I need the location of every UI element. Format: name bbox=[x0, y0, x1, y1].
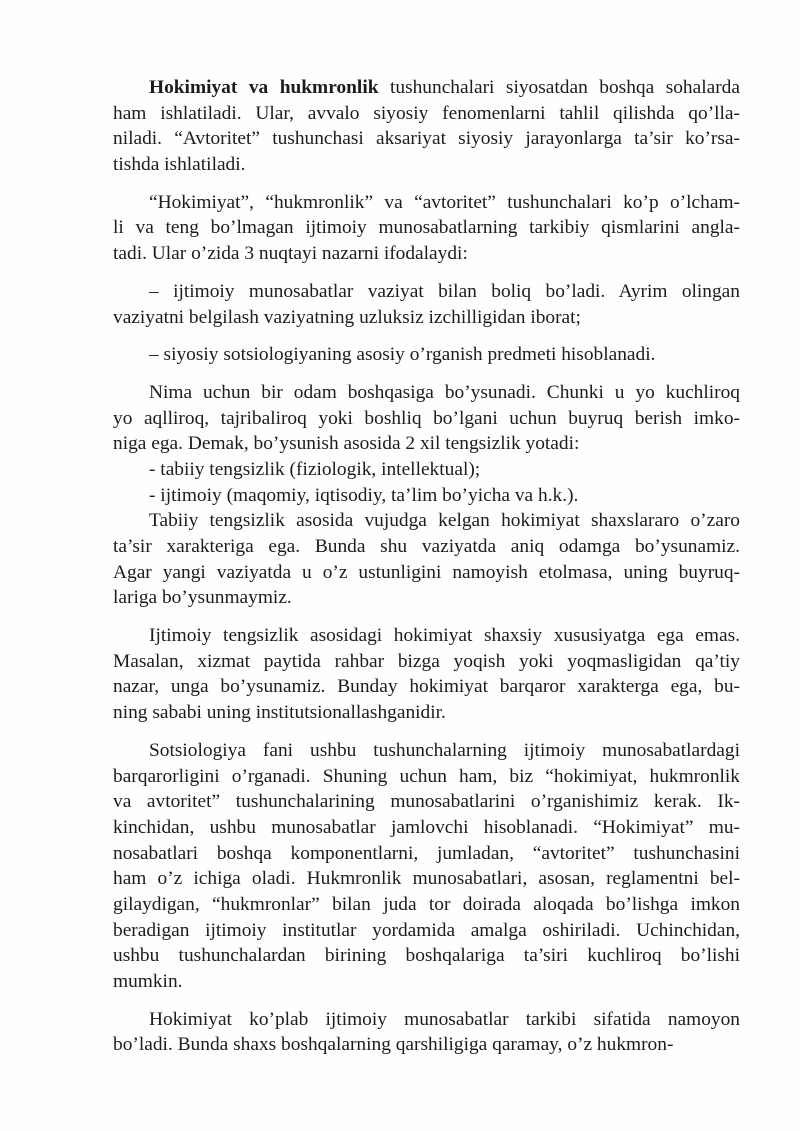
bold-lead-text: Hokimiyat va hukmronlik bbox=[149, 77, 379, 98]
text-line: - tabiiy tengsizlik (fiziologik, intellektual); bbox=[149, 458, 481, 480]
text-line: nazar, unga bo’ysunamiz. Bunday hokimiyat barqaror xarakterga ega, bu- bbox=[113, 676, 740, 698]
text-line: yo aqlliroq, tajribaliroq yoki boshliq bo’lgani uchun buyruq berish imko- bbox=[113, 407, 740, 429]
text-line: li va teng bo’lmagan ijtimoiy munosabatlarning tarkibiy qismlarini angla- bbox=[113, 217, 740, 239]
text-line: ning sababi uning institutsionallashganidir. bbox=[113, 702, 446, 724]
text-line: – siyosiy sotsiologiyaning asosiy o’rganish predmeti hisoblanadi. bbox=[149, 344, 656, 366]
text-line: Agar yangi vaziyatda u o’z ustunligini namoyish etolmasa, uning buyruq- bbox=[113, 561, 740, 583]
paragraph bbox=[113, 190, 740, 267]
text-line: Tabiiy tengsizlik asosida vujudga kelgan hokimiyat shaxslararo o’zaro bbox=[149, 510, 740, 532]
text-line: vaziyatni belgilash vaziyatning uzluksiz izchilligidan iborat; bbox=[113, 306, 581, 328]
paragraph bbox=[113, 623, 740, 726]
text-line: tishda ishlatiladi. bbox=[113, 154, 246, 176]
text-line: Ijtimoiy tengsizlik asosidagi hokimiyat shaxsiy xususiyatga ega emas. bbox=[149, 625, 740, 647]
paragraph bbox=[113, 279, 740, 330]
text-line: tadi. Ular o’zida 3 nuqtayi nazarni ifodalaydi: bbox=[113, 243, 468, 265]
text-line: beradigan ijtimoiy institutlar yordamida amalga oshiriladi. Uchinchidan, bbox=[113, 919, 740, 941]
paragraph bbox=[113, 342, 740, 368]
text-line: ham ishlatiladi. Ular, avvalo siyosiy fenomenlarni tahlil qilishda qo’lla- bbox=[113, 102, 740, 124]
text-line: Hokimiyat va hukmronlik tushunchalari siyosatdan boshqa sohalarda bbox=[149, 77, 740, 98]
text-line: ham o’z ichiga oladi. Hukmronlik munosabatlari, asosan, reglamentni bel- bbox=[113, 868, 740, 890]
text-line: mumkin. bbox=[113, 971, 183, 992]
text-line: Masalan, xizmat paytida rahbar bizga yoqish yoki yoqmasligidan qa’tiy bbox=[113, 650, 740, 672]
paragraph bbox=[113, 483, 740, 509]
text-line: - ijtimoiy (maqomiy, iqtisodiy, ta’lim bo’yicha va h.k.). bbox=[149, 484, 579, 506]
text-line: bo’ladi. Bunda shaxs boshqalarning qarshiligiga qaramay, o’z hukmron- bbox=[113, 1034, 674, 1056]
paragraph bbox=[113, 508, 740, 611]
text-line: ta’sir xarakteriga ega. Bunda shu vaziyatda aniq odamga bo’ysunamiz. bbox=[113, 536, 740, 557]
page-text bbox=[113, 75, 740, 1058]
text-line: Nima uchun bir odam boshqasiga bo’ysunadi. Chunki u yo kuchliroq bbox=[149, 381, 740, 403]
paragraph bbox=[113, 75, 740, 178]
text-line: Sotsiologiya fani ushbu tushunchalarning ijtimoiy munosabatlardagi bbox=[149, 739, 740, 761]
text-line: “Hokimiyat”, “hukmronlik” va “avtoritet” tushunchalari ko’p o’lcham- bbox=[149, 191, 740, 213]
text-line: va avtoritet” tushunchalarining munosabatlarini o’rganishimiz kerak. Ik- bbox=[113, 791, 740, 813]
text-line: barqarorligini o’rganadi. Shuning uchun ham, biz “hokimiyat, hukmronlik bbox=[113, 765, 740, 787]
text-line: kinchidan, ushbu munosabatlar jamlovchi hisoblanadi. “Hokimiyat” mu- bbox=[113, 816, 740, 838]
text-line: niga ega. Demak, bo’ysunish asosida 2 xil tengsizlik yotadi: bbox=[113, 433, 580, 455]
text-line: ushbu tushunchalardan birining boshqalariga ta’siri kuchliroq bo’lishi bbox=[113, 945, 740, 967]
text-line: nosabatlari boshqa komponentlarni, jumladan, “avtoritet” tushunchasini bbox=[113, 842, 740, 864]
text-line: niladi. “Avtoritet” tushunchasi aksariyat siyosiy jarayonlarga ta’sir ko’rsa- bbox=[113, 128, 740, 150]
text-line: Hokimiyat ko’plab ijtimoiy munosabatlar tarkibi sifatida namoyon bbox=[149, 1008, 740, 1030]
text-line: gilaydigan, “hukmronlar” bilan juda tor doirada aloqada bo’lishga imkon bbox=[113, 893, 740, 915]
text-line: – ijtimoiy munosabatlar vaziyat bilan boliq bo’ladi. Ayrim olingan bbox=[149, 280, 740, 302]
paragraph bbox=[113, 738, 740, 995]
paragraph bbox=[113, 1007, 740, 1058]
paragraph bbox=[113, 380, 740, 457]
paragraph bbox=[113, 457, 740, 483]
text-line: lariga bo’ysunmaymiz. bbox=[113, 587, 292, 609]
